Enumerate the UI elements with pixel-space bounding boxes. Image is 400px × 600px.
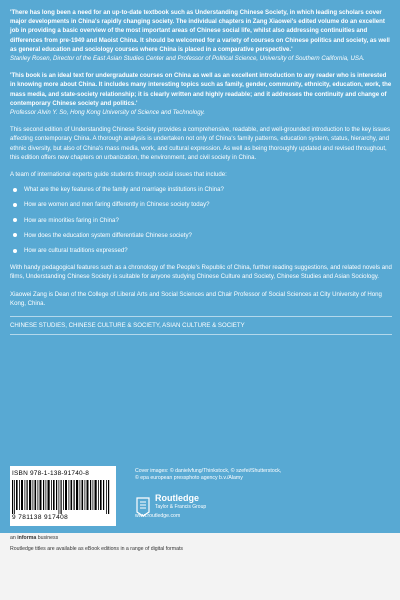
cover-credits [135,468,395,482]
topic-text: What are the key features of the family and marriage institutions in China? [24,186,224,194]
topic-list [10,185,392,255]
editor-bio: Xiaowei Zang is Dean of the College of Liberal Arts and Social Sciences and Chair Professor of Social Sciences at City University of Hong Kong, China. [10,290,382,307]
topic-item [10,185,392,194]
ebook-note: Routledge titles are available as eBook editions in a range of digital formats [10,546,184,552]
topic-text: How are minorities faring in China? [24,216,119,224]
barcode-icon [12,480,112,514]
barcode-number: 9 781138 917408 [12,514,69,521]
bullet-icon [13,218,17,222]
description: This second edition of Understanding Chinese Society provides a comprehensive, readable, and well-grounded introduction to the key issues affecting contemporary China. A thorough analysis is undertaken not only of China's family patterns, education system, status, hierarchy, and ethnic diversity, but also of China's mass media, work, and cultural expression. As well as being thoroughly updated and revised throughout, this edition offers new chapters on urbanization, the environment, and civil society in China. [10,126,391,161]
divider [10,334,392,335]
bottom-band [10,535,390,541]
divider [10,316,392,317]
topic-item [10,246,392,255]
credits-line-2: © epa european pressphoto agency b.v./Alamy [135,475,243,481]
review-attribution-1: Stanley Rosen, Director of the East Asian Studies Center and Professor of Political Science, University of Southern California, USA. [10,55,365,63]
isbn: ISBN 978-1-138-91740-8 [12,470,90,477]
topic-item [10,200,392,209]
informa-suffix: business [36,535,59,541]
topic-text: How are cultural traditions expressed? [24,247,128,255]
credits-line-1: Cover images: © danielvfung/Thinkstock, © szefei/Shutterstock, [135,468,282,474]
topic-item [10,216,392,225]
publisher-group: Taylor & Francis Group [155,504,207,510]
informa-prefix: an [10,535,18,541]
intro-line: A team of international experts guide students through social issues that include: [10,171,227,179]
subject-categories: CHINESE STUDIES, CHINESE CULTURE & SOCIETY, ASIAN CULTURE & SOCIETY [10,322,245,330]
publisher-name: Routledge [155,493,199,503]
publisher-website[interactable]: www.routledge.com [135,513,181,519]
informa-brand: informa [17,535,37,541]
review-quote-2: 'This book is an ideal text for undergraduate courses on China as well as an excellent introduction to any reader who is interested in knowing more about China. It includes many interesting topics such as family, gender, community, ethnicity, education, work, the mass media, and state-society relationship; it is clearly written and highly readable; and it addresses the continuity and change of contemporary Chinese society and politics.' [10,72,392,107]
bullet-icon [13,233,17,237]
bullet-icon [13,188,17,192]
topic-text: How does the education system differentiate Chinese society? [24,231,192,239]
bullet-icon [13,249,17,253]
cover-text [10,8,392,339]
topic-text: How are women and men faring differently in Chinese society today? [24,201,210,209]
topic-item [10,231,392,240]
bullet-icon [13,203,17,207]
informa-line [10,535,390,541]
review-quote-1: 'There has long been a need for an up-to-date textbook such as Understanding Chinese Society, in which leading scholars cover major developments in China's rapidly changing society. The individual chapters in Zang Xiaowei's edited volume do an excellent job in providing a basic overview of the most important areas of Chinese social life, whilst also addressing continuities and differences from pre-1949 and Maoist China. It should be welcomed for a variety of courses on Chinese politics and society, as well as general education and sociology courses where China is placed in a comparative perspective.' [10,9,390,53]
review-attribution-2: Professor Alvin Y. So, Hong Kong University of Science and Technology. [10,109,205,117]
features-paragraph: With handy pedagogical features such as a chronology of the People's Republic of China, further reading suggestions, and related novels and films, Understanding Chinese Society is suitable for anyone studying Chinese Culture and Society, Chinese Studies and Asian Sociology. [10,264,392,281]
